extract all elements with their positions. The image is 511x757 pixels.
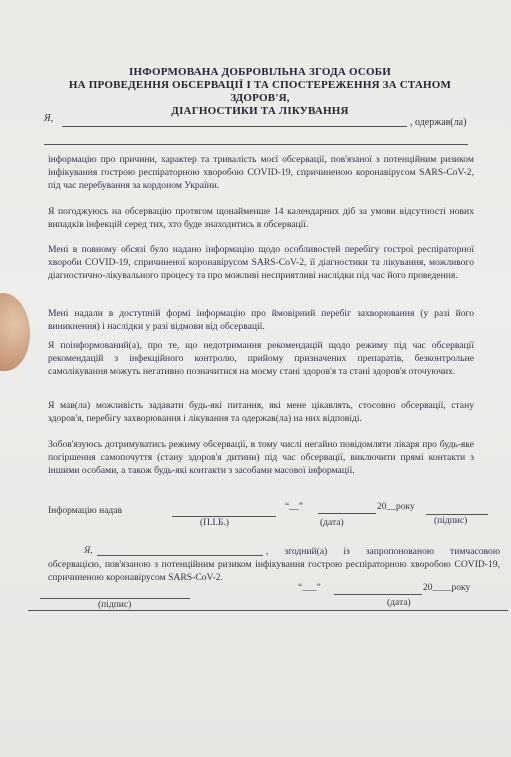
paragraph-6: Зобов'язуюсь дотримуватись режиму обсервації, в тому числі негайно повідомляти лікаря про будь-яке погіршення самопочуття (стану здоров'я дитини) під час обсервації, виключити прямі контакти з іншими особами, а також будь-які контакти з засобами масової інформації.: [48, 439, 474, 476]
sign-caption: (підпис): [434, 516, 468, 526]
date-caption: (дата): [320, 518, 344, 528]
informed-by-label: Інформацію надав: [48, 506, 122, 516]
title-line-3: ДІАГНОСТИКИ ТА ЛІКУВАННЯ: [171, 105, 349, 117]
sign-line: [426, 514, 488, 515]
pib-caption: (П.І.Б.): [200, 518, 229, 528]
paragraph-4: Я поінформований(а), про те, що недотримання рекомендацій щодо режиму під час обсервації рекомендацій з інфекційного контролю, прийому призначених препаратів, безконтрольне самолікування можуть негативно позначитися на моєму стані здоров'я та стані здоров'я оточуючих.: [48, 340, 474, 377]
consent-date-caption: (дата): [387, 598, 411, 608]
date-line: [318, 513, 376, 514]
consent-sign-line: [40, 598, 190, 599]
consent-bottom-line: [28, 610, 508, 611]
consent-date-line: [334, 594, 422, 595]
name-field-line: [62, 126, 407, 127]
paragraph-3: Мені надали в доступній формі інформацію про ймовірний перебіг захворювання (у разі його виникнення) і наслідки у разі відмови від обсервації.: [48, 308, 474, 332]
pib-line: [172, 516, 276, 517]
date-quotes: “__”: [285, 502, 303, 512]
intro-received: , одержав(ла): [410, 117, 467, 128]
paragraph-1: Я погоджуюсь на обсервацію протягом щонайменше 14 календарних діб за умови відсутності нових випадків інфекцій серед тих, хто буде знаходитись в обсервації.: [48, 206, 474, 230]
name-field-line-2: [44, 144, 468, 145]
consent-sign-caption: (підпис): [98, 600, 132, 610]
paragraph-5: Я мав(ла) можливість задавати будь-які питання, які мене цікавлять, стосовно обсервації, стану здоров'я, перебігу захворювання і лікування та одержав(ла) на них відповіді.: [48, 400, 474, 424]
intro-ya: Я,: [44, 113, 54, 124]
consent-year: 20____року: [423, 583, 471, 593]
consent-text: , згодний(а) із запропонованою тимчасовою обсервацією, пов'язаною з потенційним ризиком інфікування гострою респіраторною хворобою COVID-19, спричиненою коронавірусом SARS-CoV-2.: [48, 546, 500, 583]
year-label: 20__року: [377, 502, 415, 512]
paragraph-2: Мені в повному обсязі було надано інформацію щодо особливостей перебігу гострої респіраторної хвороби COVID-19, спричиненої коронавірусом SARS-CoV-2, її діагностики та лікування, можливого діагностично-лікувального процесу та про можливі несприятливі наслідки під час його проведення.: [48, 244, 474, 281]
title-line-1: ІНФОРМОВАНА ДОБРОВІЛЬНА ЗГОДА ОСОБИ: [128, 66, 392, 78]
intro-paragraph: інформацію про причини, характер та тривалість моєї обсервації, пов'язаної з потенційним ризиком інфікування гострою респіраторною хворобою COVID-19, спричиненою коронавірусом SARS-CoV-2, під час перебування за кордоном України.: [48, 154, 474, 191]
consent-ya: Я,: [84, 546, 93, 556]
title-line-2: НА ПРОВЕДЕННЯ ОБСЕРВАЦІЇ І ТА СПОСТЕРЕЖЕННЯ ЗА СТАНОМ ЗДОРОВ'Я,: [68, 79, 452, 104]
consent-quotes: “___”: [298, 583, 321, 593]
document-title: [40, 66, 480, 118]
